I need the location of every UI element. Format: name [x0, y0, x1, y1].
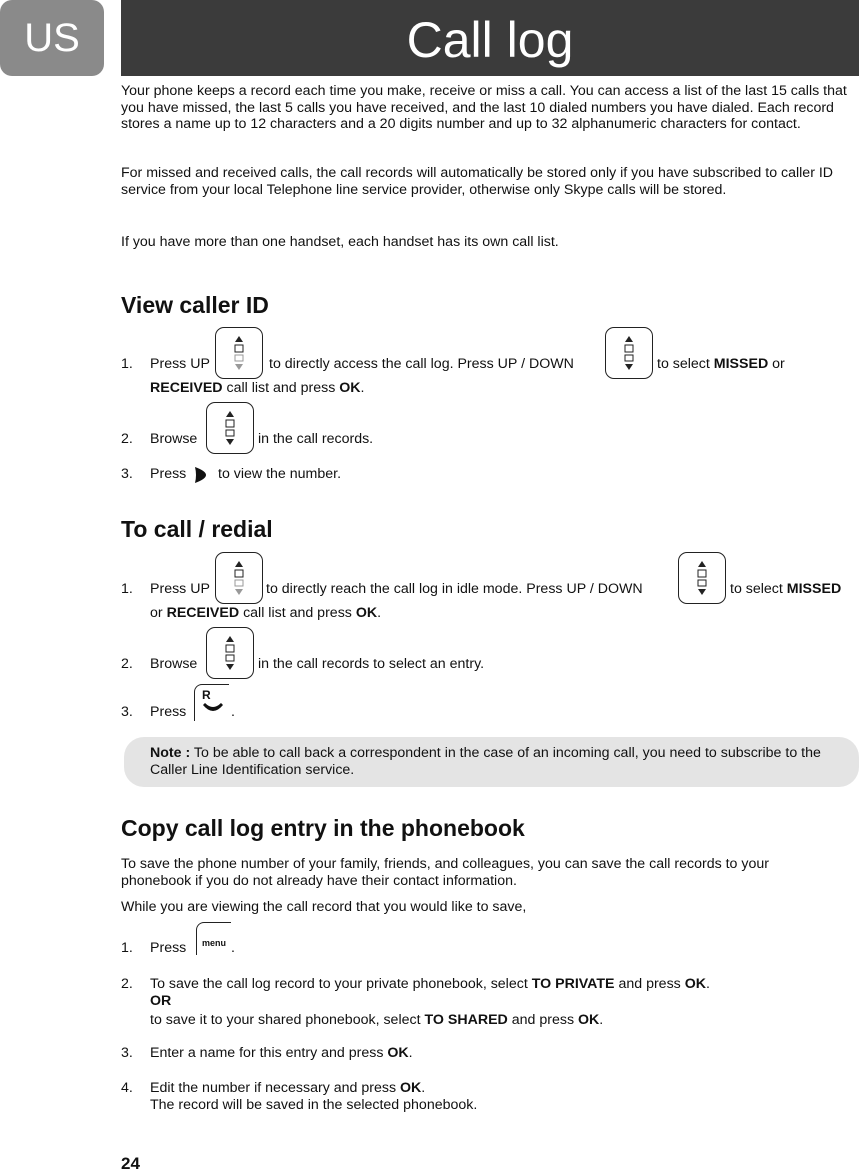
right-key-icon — [192, 465, 208, 490]
nav-up-key-icon — [215, 327, 263, 379]
menu-key-icon: menu — [196, 922, 231, 955]
note-text: Note : To be able to call back a correspondent in the case of an incoming call, you need to subscribe to the Caller Line Identification service. — [150, 745, 821, 778]
page-number: 24 — [121, 1154, 140, 1173]
intro-paragraph-2: For missed and received calls, the call records will automatically be stored only if you have subscribed to caller ID service from your local Telephone line service provider, otherwise only Skype calls will be stored. — [121, 165, 834, 198]
nav-browse-key-icon — [206, 627, 254, 679]
intro-paragraph-1: Your phone keeps a record each time you make, receive or miss a call. You can access a list of the last 15 calls that you have missed, the last 5 calls you have received, and the last 10 dialed numbers you have dialed. Each record stores a name up to 12 characters and a 20 digits number and up to 32 alphanumeric characters for contact. — [121, 83, 847, 132]
nav-browse-key-icon — [206, 402, 254, 454]
section-heading-copy-entry: Copy call log entry in the phonebook — [121, 815, 525, 841]
copy-paragraph-1: To save the phone number of your family, friends, and colleagues, you can save the call records to your phonebook if you do not already have their contact information. — [121, 856, 769, 889]
page-title: Call log — [121, 0, 859, 76]
section-heading-call-redial: To call / redial — [121, 516, 273, 542]
nav-up-key-icon — [215, 552, 263, 604]
section-heading-view-caller-id: View caller ID — [121, 292, 269, 318]
nav-up-down-key-icon — [678, 552, 726, 604]
region-tab: US — [0, 0, 104, 76]
talk-redial-key-icon: R — [194, 684, 229, 721]
intro-paragraph-3: If you have more than one handset, each handset has its own call list. — [121, 234, 559, 250]
copy-paragraph-2: While you are viewing the call record that you would like to save, — [121, 899, 527, 915]
nav-up-down-key-icon — [605, 327, 653, 379]
